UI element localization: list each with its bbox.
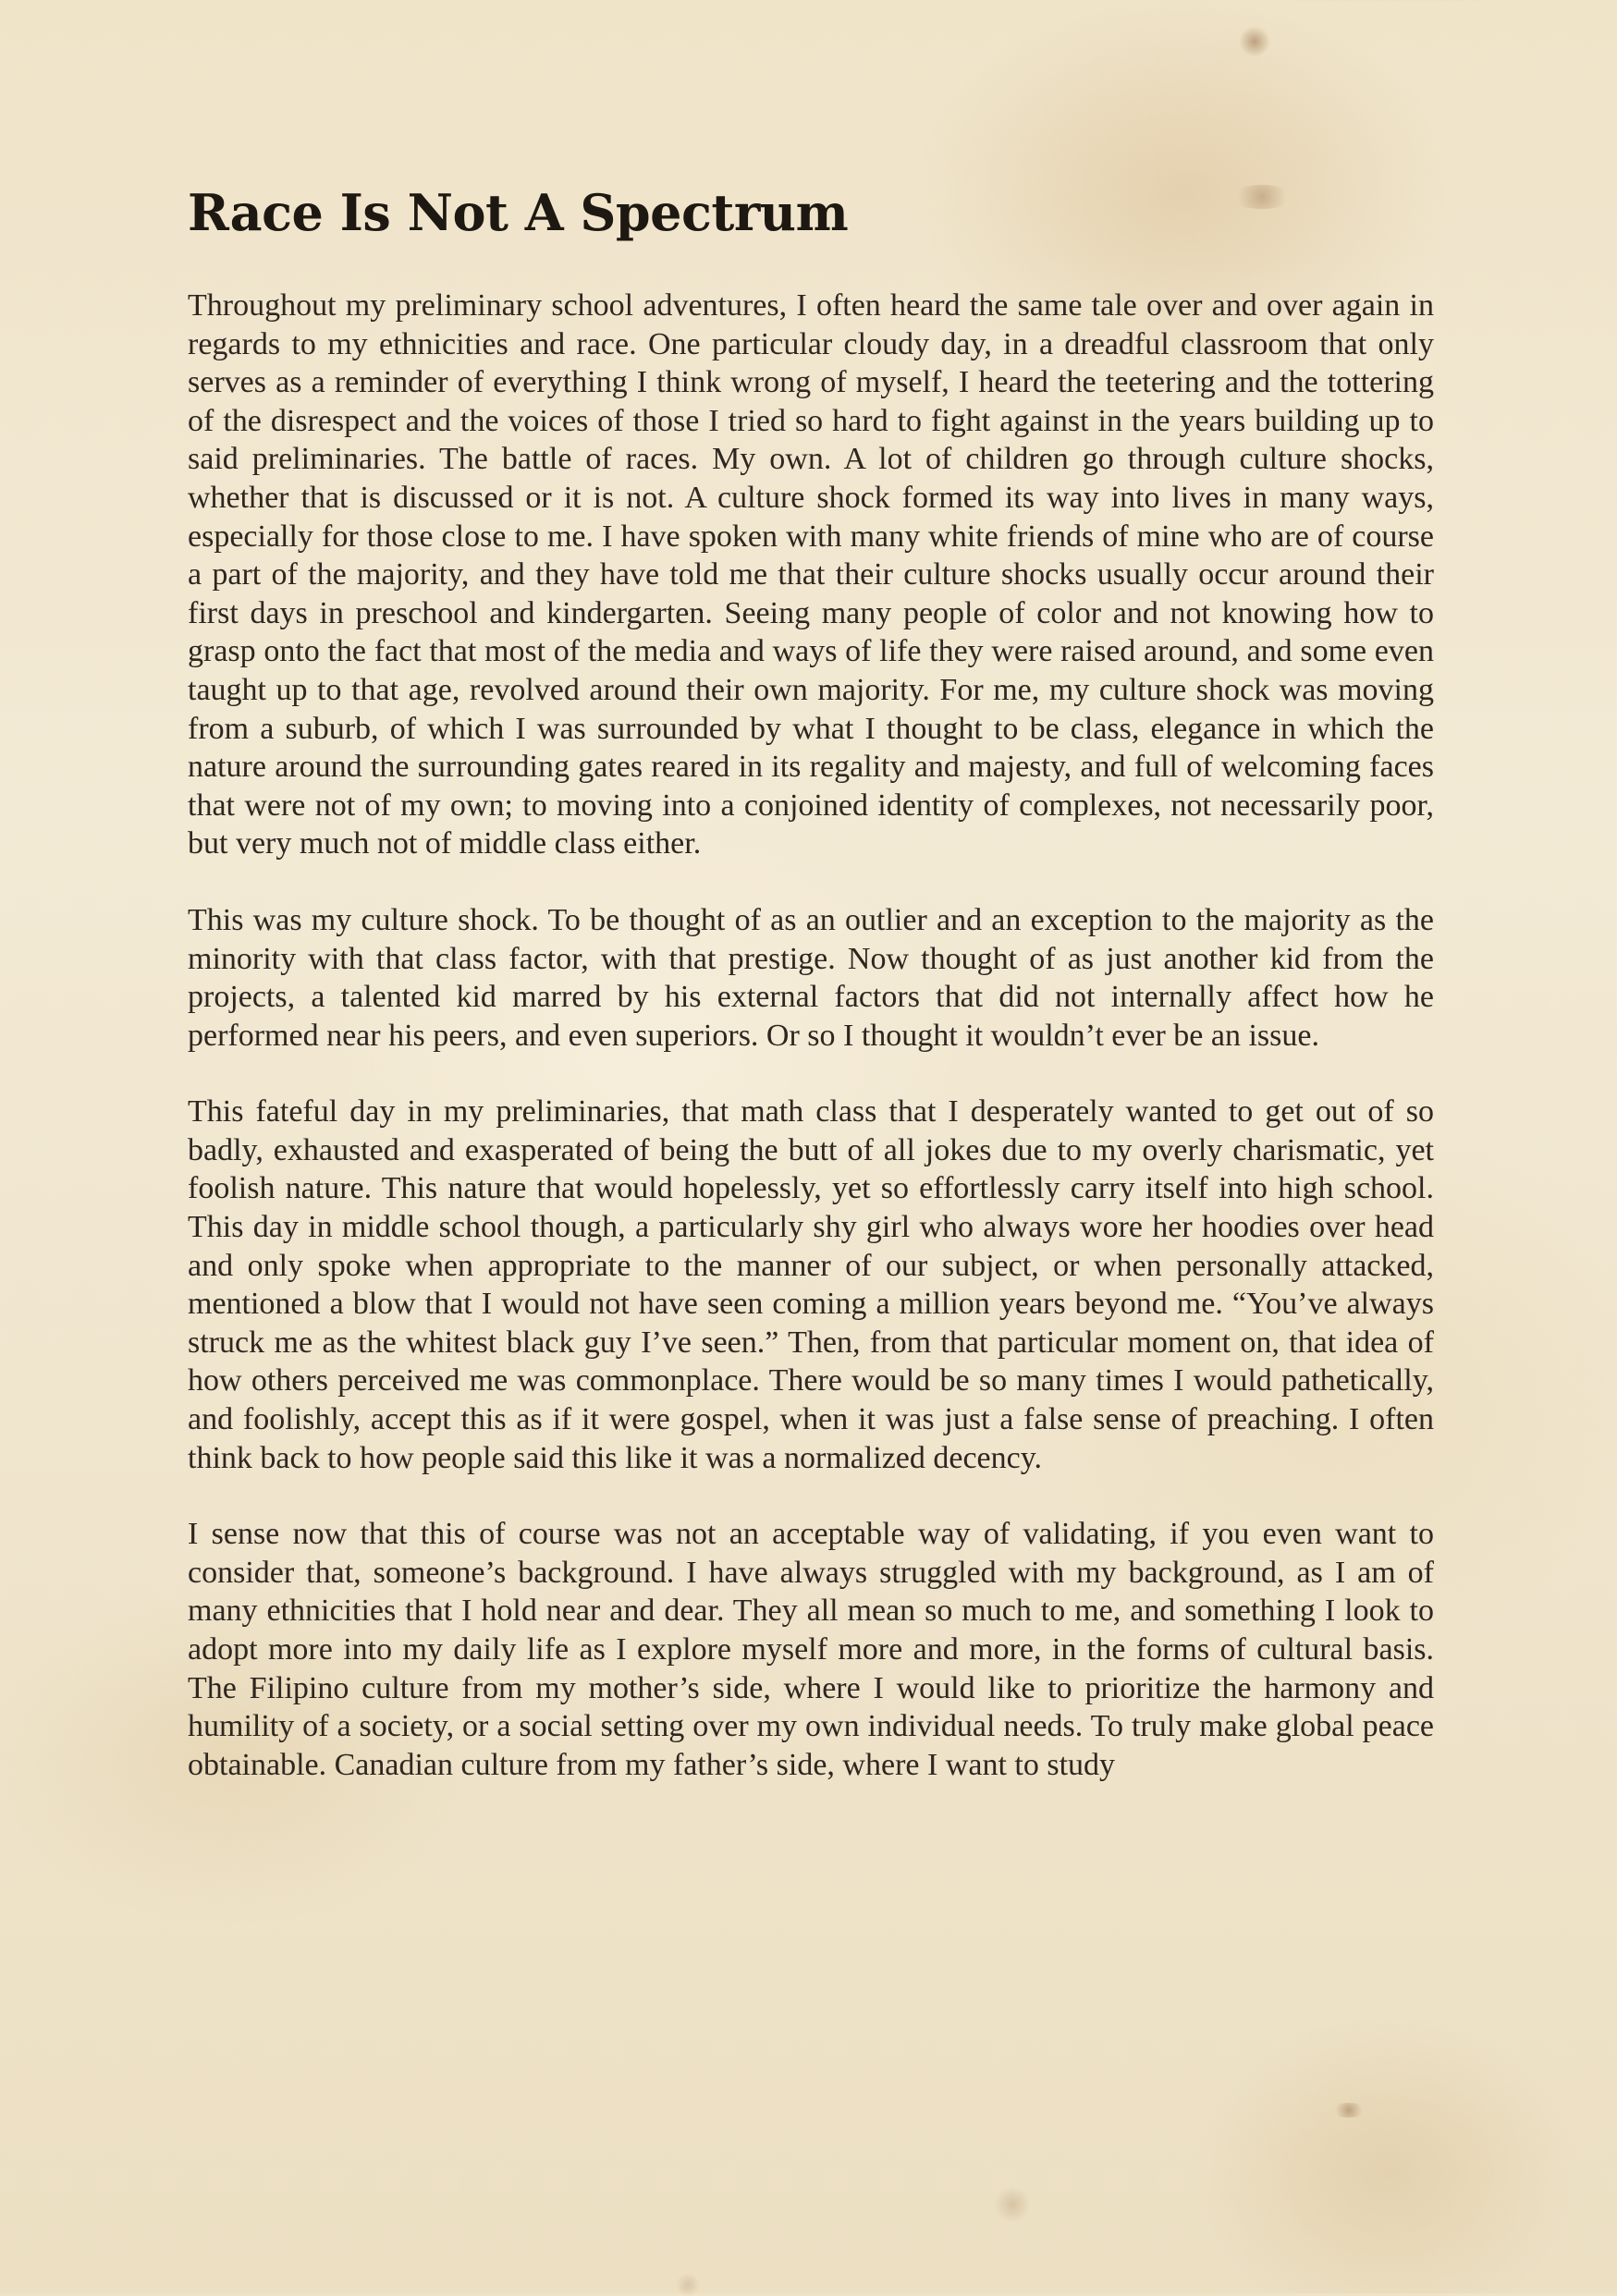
paragraph: This fateful day in my preliminaries, that math class that I desperately wanted to get out of so badly, exhausted and exasperated of being the butt of all jokes due to my overly charismatic, yet foolish nature. This nature that would hopelessly, yet so effortlessly carry itself into high school. This day in middle school though, a particularly shy girl who always wore her hoodies over head and only spoke when appropriate to the manner of our subject, or when personally attacked, mentioned a blow that I would not have seen coming a million years beyond me. “You’ve always struck me as the whitest black guy I’ve seen.” Then, from that particular moment on, that idea of how others perceived me was commonplace. There would be so many times I would pathetically, and foolishly, accept this as if it were gospel, when it was just a false sense of preaching. I often think back to how people said this like it was a normalized decency. [188, 1094, 1434, 1475]
paragraph: This was my culture shock. To be thought of as an outlier and an exception to the majority as the minority with that class factor, with that prestige. Now thought of as just another kid from the projects, a talented kid marred by his external factors that did not internally affect how he performed near his peers, and even superiors. Or so I thought it wouldn’t ever be an issue. [188, 902, 1434, 1053]
paper-stain [675, 2274, 701, 2296]
paper-stain [994, 2186, 1031, 2223]
document-body [188, 287, 1434, 1784]
paragraph: Throughout my preliminary school adventures, I often heard the same tale over and over again in regards to my ethnicities and race. One particular cloudy day, in a dreadful classroom that only serves as a reminder of everything I think wrong of myself, I heard the teetering and the tottering of the disrespect and the voices of those I tried so hard to fight against in the years building up to said preliminaries. The battle of races. My own. A lot of children go through culture shocks, whether that is discussed or it is not. A culture shock formed its way into lives in many ways, especially for those close to me. I have spoken with many white friends of mine who are of course a part of the majority, and they have told me that their culture shocks usually occur around their first days in preschool and kindergarten. Seeing many people of color and not knowing how to grasp onto the fact that most of the media and ways of life they were raised around, and some even taught up to that age, revolved around their own majority. For me, my culture shock was moving from a suburb, of which I was surrounded by what I thought to be class, elegance in which the nature around the surrounding gates reared in its regality and majesty, and full of welcoming faces that were not of my own; to moving into a conjoined identity of complexes, not necessarily poor, but very much not of middle class either. [188, 288, 1434, 861]
paper-stain [1331, 2103, 1366, 2118]
document-title: Race Is Not A Spectrum [188, 183, 849, 242]
document-page [188, 176, 1434, 1822]
paper-stain [1239, 26, 1270, 57]
paragraph: I sense now that this of course was not an acceptable way of validating, if you even want to consider that, someone’s background. I have always struggled with my background, as I am of many ethnicities that I hold near and dear. They all mean so much to me, and something I look to adopt more into my daily life as I explore myself more and more, in the forms of cultural basis. The Filipino culture from my mother’s side, where I would like to prioritize the harmony and humility of a society, or a social setting over my own individual needs. To truly make global peace obtainable. Canadian culture from my father’s side, where I want to study [188, 1517, 1434, 1782]
